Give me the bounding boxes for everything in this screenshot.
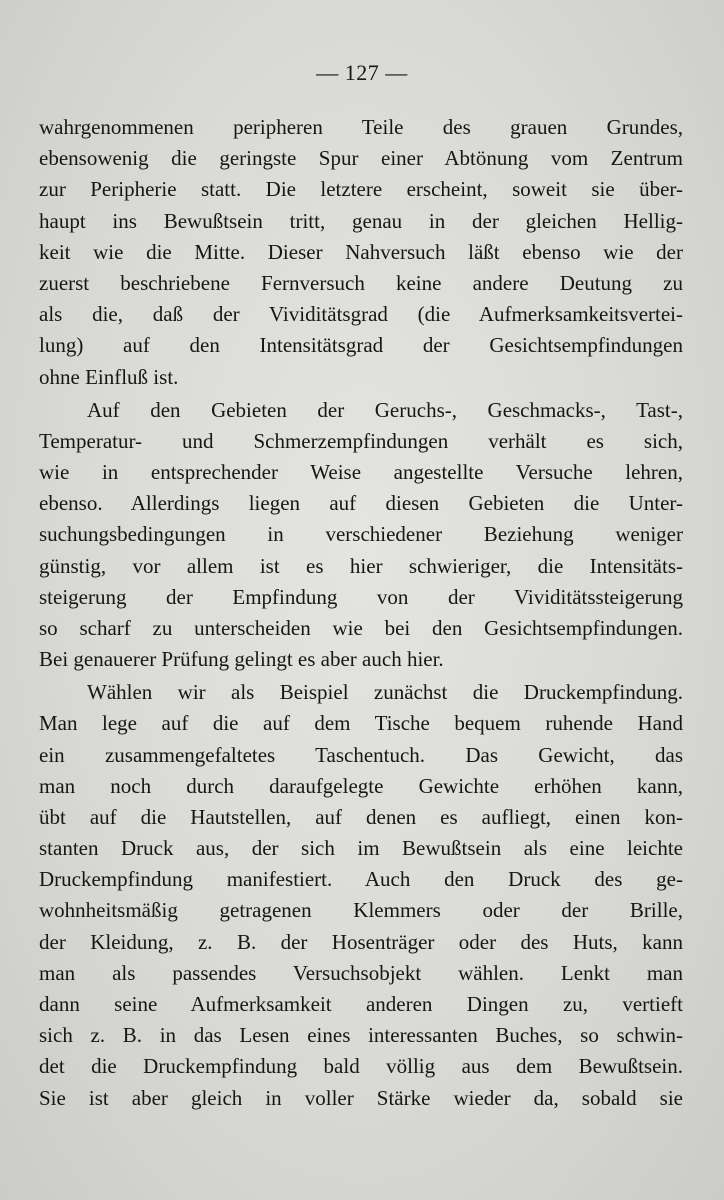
text-line: als die, daß der Vividitätsgrad (die Aufmerksamkeitsvertei- [39, 302, 683, 327]
text-line: ein zusammengefaltetes Taschentuch. Das Gewicht, das [39, 742, 683, 767]
paragraph-1 [39, 112, 683, 393]
text-line: Temperatur- und Schmerzempfindungen verhält es sich, [39, 428, 683, 453]
text-line: Druckempfindung manifestiert. Auch den Druck des ge- [39, 867, 683, 892]
text-line: haupt ins Bewußtsein tritt, genau in der gleichen Hellig- [39, 208, 683, 233]
text-line: wahrgenommenen peripheren Teile des grauen Grundes, [39, 115, 683, 139]
text-line: wohnheitsmäßig getragenen Klemmers oder der Brille, [39, 898, 683, 923]
text-line: ebenso. Allerdings liegen auf diesen Gebieten die Unter- [39, 491, 683, 516]
text-line: Man lege auf die auf dem Tische bequem ruhende Hand [39, 711, 683, 736]
text-line: dann seine Aufmerksamkeit anderen Dingen zu, vertieft [39, 992, 683, 1017]
text-line: Sie ist aber gleich in voller Stärke wieder da, sobald sie [39, 1085, 683, 1110]
text-line: det die Druckempfindung bald völlig aus dem Bewußtsein. [39, 1054, 683, 1079]
text-line: der Kleidung, z. B. der Hosenträger oder des Huts, kann [39, 929, 683, 954]
paragraph-2 [39, 395, 683, 676]
text-line: stanten Druck aus, der sich im Bewußtsein als eine leichte [39, 836, 683, 861]
text-line: günstig, vor allem ist es hier schwieriger, die Intensitäts- [39, 553, 683, 578]
text-line: suchungsbedingungen in verschiedener Beziehung weniger [39, 522, 683, 547]
text-line: wie in entsprechender Weise angestellte Versuche lehren, [39, 459, 683, 484]
paragraph-3 [39, 677, 683, 1114]
text-line: zuerst beschriebene Fernversuch keine andere Deutung zu [39, 270, 683, 295]
text-line: Wählen wir als Beispiel zunächst die Druckempfindung. [87, 680, 683, 705]
page-number: — 127 — [316, 60, 408, 85]
body-text [39, 112, 683, 1116]
text-line: steigerung der Empfindung von der Vividitätssteigerung [39, 584, 683, 609]
text-line: Auf den Gebieten der Geruchs-, Geschmacks-, Tast-, [87, 397, 683, 422]
text-line: zur Peripherie statt. Die letztere erscheint, soweit sie über- [39, 177, 683, 202]
text-line: keit wie die Mitte. Dieser Nahversuch läßt ebenso wie der [39, 239, 683, 264]
text-line: ebensowenig die geringste Spur einer Abtönung vom Zentrum [39, 146, 683, 171]
text-line: sich z. B. in das Lesen eines interessanten Buches, so schwin- [39, 1023, 683, 1048]
text-line: ohne Einfluß ist. [39, 364, 179, 389]
text-line: lung) auf den Intensitätsgrad der Gesichtsempfindungen [39, 333, 683, 358]
text-line: Bei genauerer Prüfung gelingt es aber auch hier. [39, 647, 444, 672]
text-line: man als passendes Versuchsobjekt wählen. Lenkt man [39, 960, 683, 985]
text-line: übt auf die Hautstellen, auf denen es aufliegt, einen kon- [39, 804, 683, 829]
text-line: man noch durch daraufgelegte Gewichte erhöhen kann, [39, 773, 683, 798]
text-line: so scharf zu unterscheiden wie bei den Gesichtsempfindungen. [39, 615, 683, 640]
